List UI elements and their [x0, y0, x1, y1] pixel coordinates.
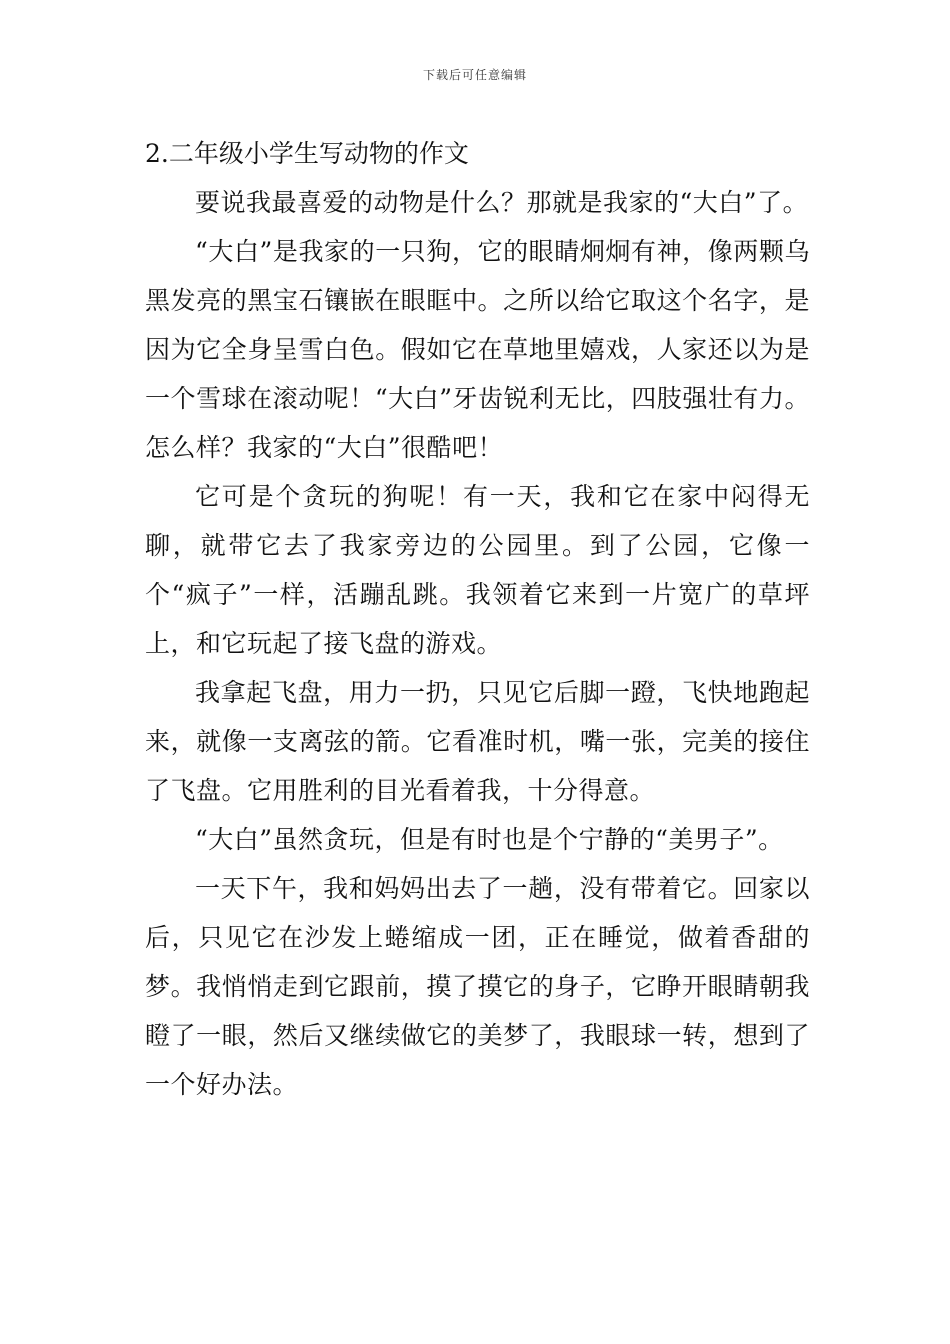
paragraph-1: 要说我最喜爱的动物是什么？那就是我家的“大白”了。: [195, 188, 809, 217]
paragraph-3: 它可是个贪玩的狗呢！有一天，我和它在家中闷得无聊，就带它去了我家旁边的公园里。到了公园，它像一个“疯子”一样，活蹦乱跳。我领着它来到一片宽广的草坪上，和它玩起了接飞盘的游戏。: [145, 482, 810, 658]
header-note: 下载后可任意编辑: [422, 68, 527, 82]
paragraph-2: “大白”是我家的一只狗，它的眼睛炯炯有神，像两颗乌黑发亮的黑宝石镶嵌在眼眶中。之所以给它取这个名字，是因为它全身呈雪白色。假如它在草地里嬉戏，人家还以为是一个雪球在滚动呢！“大白”牙齿锐利无比，四肢强壮有力。怎么样？我家的“大白”很酷吧！: [145, 237, 810, 462]
paragraph-4: 我拿起飞盘，用力一扔，只见它后脚一蹬，飞快地跑起来，就像一支离弦的箭。它看准时机，嘴一张，完美的接住了飞盘。它用胜利的目光看着我，十分得意。: [145, 678, 810, 805]
paragraph-6: 一天下午，我和妈妈出去了一趟，没有带着它。回家以后，只见它在沙发上蜷缩成一团，正在睡觉，做着香甜的梦。我悄悄走到它跟前，摸了摸它的身子，它睁开眼睛朝我瞪了一眼，然后又继续做它的美梦了，我眼球一转，想到了一个好办法。: [145, 874, 810, 1099]
document-body: [145, 129, 810, 1109]
document-title: 2.二年级小学生写动物的作文: [145, 139, 469, 168]
paragraph-5: “大白”虽然贪玩，但是有时也是个宁静的“美男子”。: [195, 825, 784, 854]
